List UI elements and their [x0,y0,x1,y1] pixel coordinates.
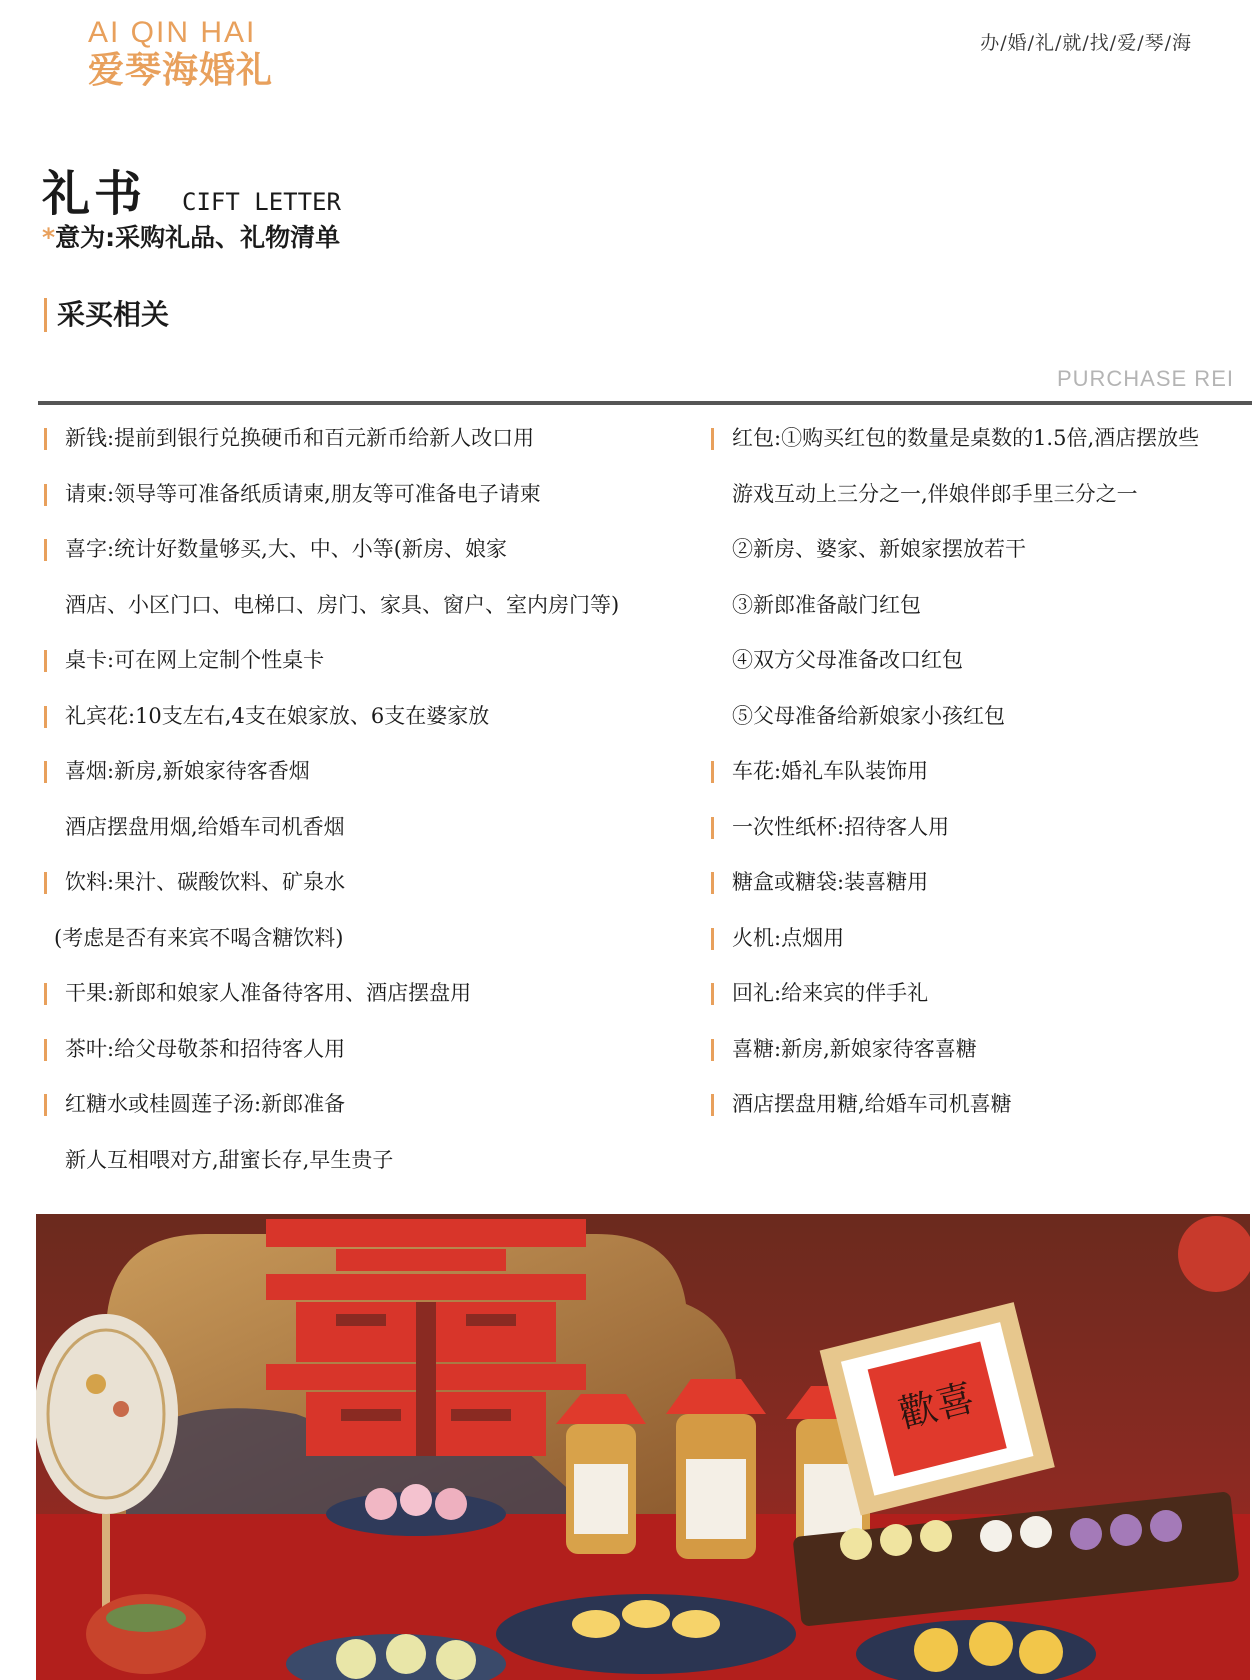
list-item: 礼宾花:10支左右,4支在娘家放、6支在婆家放 [44,689,684,745]
list-item-continuation: ③新郎准备敲门红包 [732,592,921,617]
page-title [42,155,341,224]
list-item: 桌卡:可在网上定制个性桌卡 [44,633,684,689]
list-item: 新钱:提前到银行兑换硬币和百元新币给新人改口用 [44,411,684,467]
meaning-text: 意为:采购礼品、礼物清单 [55,223,341,252]
right-item-list [711,411,1251,1133]
section-heading-en: PURCHASE REI [1056,366,1234,391]
asterisk: * [42,223,56,252]
list-item: 喜糖:新房,新娘家待客喜糖 [711,1022,1251,1078]
brand-name-en: AI QIN HAI [88,16,257,49]
list-item-continuation: 酒店、小区门口、电梯口、房门、家具、窗户、室内房门等) [65,592,620,617]
list-item: 糖盒或糖袋:装喜糖用 [711,855,1251,911]
title-meaning [42,218,340,254]
list-item-continuation: 游戏互动上三分之一,伴娘伴郎手里三分之一 [732,481,1138,506]
list-item: 酒店摆盘用糖,给婚车司机喜糖 [711,1077,1251,1133]
list-item: 回礼:给来宾的伴手礼 [711,966,1251,1022]
slogan: 办/婚/礼/就/找/爱/琴/海 [980,32,1192,54]
photo-sign-text: 歡喜 [894,1375,979,1437]
list-item-continuation: 酒店摆盘用烟,给婚车司机香烟 [65,814,345,839]
list-item: 火机:点烟用 [711,911,1251,967]
list-item: 干果:新郎和娘家人准备待客用、酒店摆盘用 [44,966,684,1022]
divider [38,401,1252,405]
list-item-continuation: ②新房、婆家、新娘家摆放若干 [732,537,1026,561]
list-item: 红包:①购买红包的数量是桌数的1.5倍,酒店摆放些 [711,411,1251,467]
section-heading: 采买相关 [44,298,169,332]
brand-name-cn: 爱琴海婚礼 [88,50,274,91]
list-item: 喜字:统计好数量够买,大、中、小等(新房、娘家 [44,522,684,578]
list-item-continuation: ④双方父母准备改口红包 [732,648,963,672]
list-item: 一次性纸杯:招待客人用 [711,800,1251,856]
list-item: 车花:婚礼车队装饰用 [711,744,1251,800]
brand-logo [88,16,273,92]
list-item-continuation: 新人互相喂对方,甜蜜长存,早生贵子 [65,1147,394,1172]
wedding-goods-photo [36,1214,1250,1680]
list-item-continuation: (考虑是否有来宾不喝含糖饮料) [54,925,344,950]
left-item-list [44,411,684,1188]
title-cn: 礼书 [42,166,147,222]
list-item: 红糖水或桂圆莲子汤:新郎准备 [44,1077,684,1133]
list-item: 喜烟:新房,新娘家待客香烟 [44,744,684,800]
list-item: 饮料:果汁、碳酸饮料、矿泉水 [44,855,684,911]
list-item: 请柬:领导等可准备纸质请柬,朋友等可准备电子请柬 [44,467,684,523]
list-item-continuation: ⑤父母准备给新娘家小孩红包 [732,703,1005,728]
title-en: CIFT LETTER [182,188,341,216]
list-item: 茶叶:给父母敬茶和招待客人用 [44,1022,684,1078]
